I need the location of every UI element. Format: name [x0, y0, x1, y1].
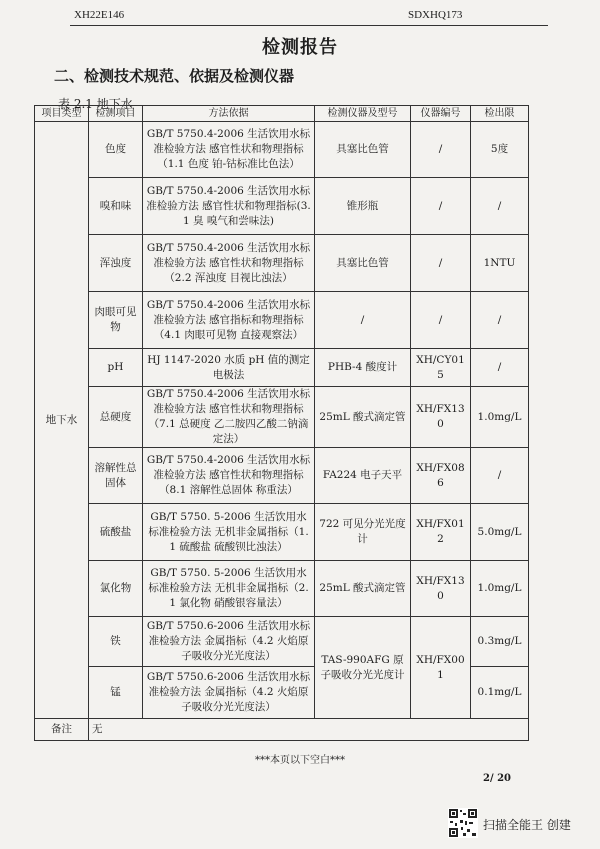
remarks-row: [35, 719, 529, 741]
detection-limit-cell: /: [471, 448, 529, 504]
detection-limit-cell: 1NTU: [471, 235, 529, 292]
item-cell: 浑浊度: [89, 235, 143, 292]
column-header: 方法依据: [143, 106, 315, 122]
item-cell: 铁: [89, 617, 143, 667]
table-caption: 表 2.1 地下水: [58, 97, 133, 111]
column-header: 仪器编号: [411, 106, 471, 122]
instrument-cell: 25mL 酸式滴定管: [315, 387, 411, 448]
table-row: [35, 617, 529, 667]
table-row: [35, 235, 529, 292]
blank-below-note: ***本页以下空白***: [255, 755, 345, 766]
table-row: [35, 504, 529, 561]
detection-limit-cell: /: [471, 178, 529, 235]
item-cell: 总硬度: [89, 387, 143, 448]
column-header: 检测项目: [89, 106, 143, 122]
detection-limit-cell: 5度: [471, 122, 529, 178]
table-row: [35, 122, 529, 178]
instrument-cell: 锥形瓶: [315, 178, 411, 235]
instrument-code-cell: /: [411, 178, 471, 235]
method-cell: GB/T 5750.4-2006 生活饮用水标准检验方法 感官性状和物理指标（2.2 浑浊度 目视比浊法）: [143, 235, 315, 292]
instrument-cell: 具塞比色管: [315, 122, 411, 178]
instrument-cell: /: [315, 292, 411, 349]
instrument-code-cell: XH/FX086: [411, 448, 471, 504]
report-number: XH22E146: [74, 9, 125, 21]
table-row: [35, 561, 529, 617]
item-cell: 色度: [89, 122, 143, 178]
item-cell: 肉眼可见物: [89, 292, 143, 349]
item-cell: 氯化物: [89, 561, 143, 617]
table-row: [35, 387, 529, 448]
item-cell: pH: [89, 349, 143, 387]
scanner-watermark: 扫描全能王 创建: [483, 818, 571, 832]
table-row: [35, 292, 529, 349]
method-cell: GB/T 5750. 5-2006 生活饮用水标准检验方法 无机非金属指标（2.1 氯化物 硝酸银容量法）: [143, 561, 315, 617]
instrument-cell: TAS-990AFG 原子吸收分光光度计: [315, 617, 411, 719]
item-cell: 锰: [89, 667, 143, 719]
instrument-code-cell: /: [411, 235, 471, 292]
column-header: 项目类型: [35, 106, 89, 122]
category-cell: 地下水: [35, 122, 89, 719]
method-cell: GB/T 5750. 5-2006 生活饮用水标准检验方法 无机非金属指标（1.1 硫酸盐 硫酸钡比浊法）: [143, 504, 315, 561]
detection-limit-cell: /: [471, 292, 529, 349]
remarks-value: 无: [89, 719, 529, 741]
method-cell: HJ 1147-2020 水质 pH 值的测定 电极法: [143, 349, 315, 387]
method-cell: GB/T 5750.6-2006 生活饮用水标准检验方法 金属指标（4.2 火焰原子吸收分光光度法）: [143, 667, 315, 719]
table-row: [35, 349, 529, 387]
detection-limit-cell: 0.1mg/L: [471, 667, 529, 719]
detection-limit-cell: /: [471, 349, 529, 387]
instrument-code-cell: XH/FX130: [411, 561, 471, 617]
instrument-cell: 25mL 酸式滴定管: [315, 561, 411, 617]
table-row: [35, 448, 529, 504]
instrument-code-cell: XH/FX012: [411, 504, 471, 561]
instrument-code-cell: XH/CY015: [411, 349, 471, 387]
item-cell: 溶解性总固体: [89, 448, 143, 504]
instrument-cell: 具塞比色管: [315, 235, 411, 292]
page-title: 检测报告: [262, 37, 338, 58]
instrument-cell: FA224 电子天平: [315, 448, 411, 504]
method-cell: GB/T 5750.4-2006 生活饮用水标准检验方法 感官性状和物理指标（8.1 溶解性总固体 称重法）: [143, 448, 315, 504]
instrument-cell: 722 可见分光光度计: [315, 504, 411, 561]
method-cell: GB/T 5750.4-2006 生活饮用水标准检验方法 感官性状和物理指标(3.1 臭 嗅气和尝味法): [143, 178, 315, 235]
remarks-label: 备注: [35, 719, 89, 741]
detection-limit-cell: 0.3mg/L: [471, 617, 529, 667]
column-header: 检出限: [471, 106, 529, 122]
instrument-code-cell: XH/FX001: [411, 617, 471, 719]
method-cell: GB/T 5750.4-2006 生活饮用水标准检验方法 感官性状和物理指标（7.1 总硬度 乙二胺四乙酸二钠滴定法）: [143, 387, 315, 448]
instrument-code-cell: XH/FX130: [411, 387, 471, 448]
section-title: 二、检测技术规范、依据及检测仪器: [54, 67, 295, 85]
instrument-code-cell: /: [411, 122, 471, 178]
qr-code-icon: [448, 808, 478, 838]
method-cell: GB/T 5750.6-2006 生活饮用水标准检验方法 金属指标（4.2 火焰原子吸收分光光度法）: [143, 617, 315, 667]
item-cell: 硫酸盐: [89, 504, 143, 561]
document-code: SDXHQ173: [408, 9, 463, 21]
instrument-cell: PHB-4 酸度计: [315, 349, 411, 387]
table-row: [35, 178, 529, 235]
method-cell: GB/T 5750.4-2006 生活饮用水标准检验方法 感官性状和物理指标（1.1 色度 铂-钴标准比色法）: [143, 122, 315, 178]
column-header: 检测仪器及型号: [315, 106, 411, 122]
detection-limit-cell: 1.0mg/L: [471, 387, 529, 448]
page-number: 2/ 20: [483, 773, 512, 784]
item-cell: 嗅和味: [89, 178, 143, 235]
table-header-row: [35, 106, 529, 122]
header-divider: [70, 25, 548, 26]
instrument-code-cell: /: [411, 292, 471, 349]
detection-limit-cell: 5.0mg/L: [471, 504, 529, 561]
method-cell: GB/T 5750.4-2006 生活饮用水标准检验方法 感官指标和物理指标（4.1 肉眼可见物 直接观察法）: [143, 292, 315, 349]
testing-methods-table: [34, 105, 529, 741]
detection-limit-cell: 1.0mg/L: [471, 561, 529, 617]
